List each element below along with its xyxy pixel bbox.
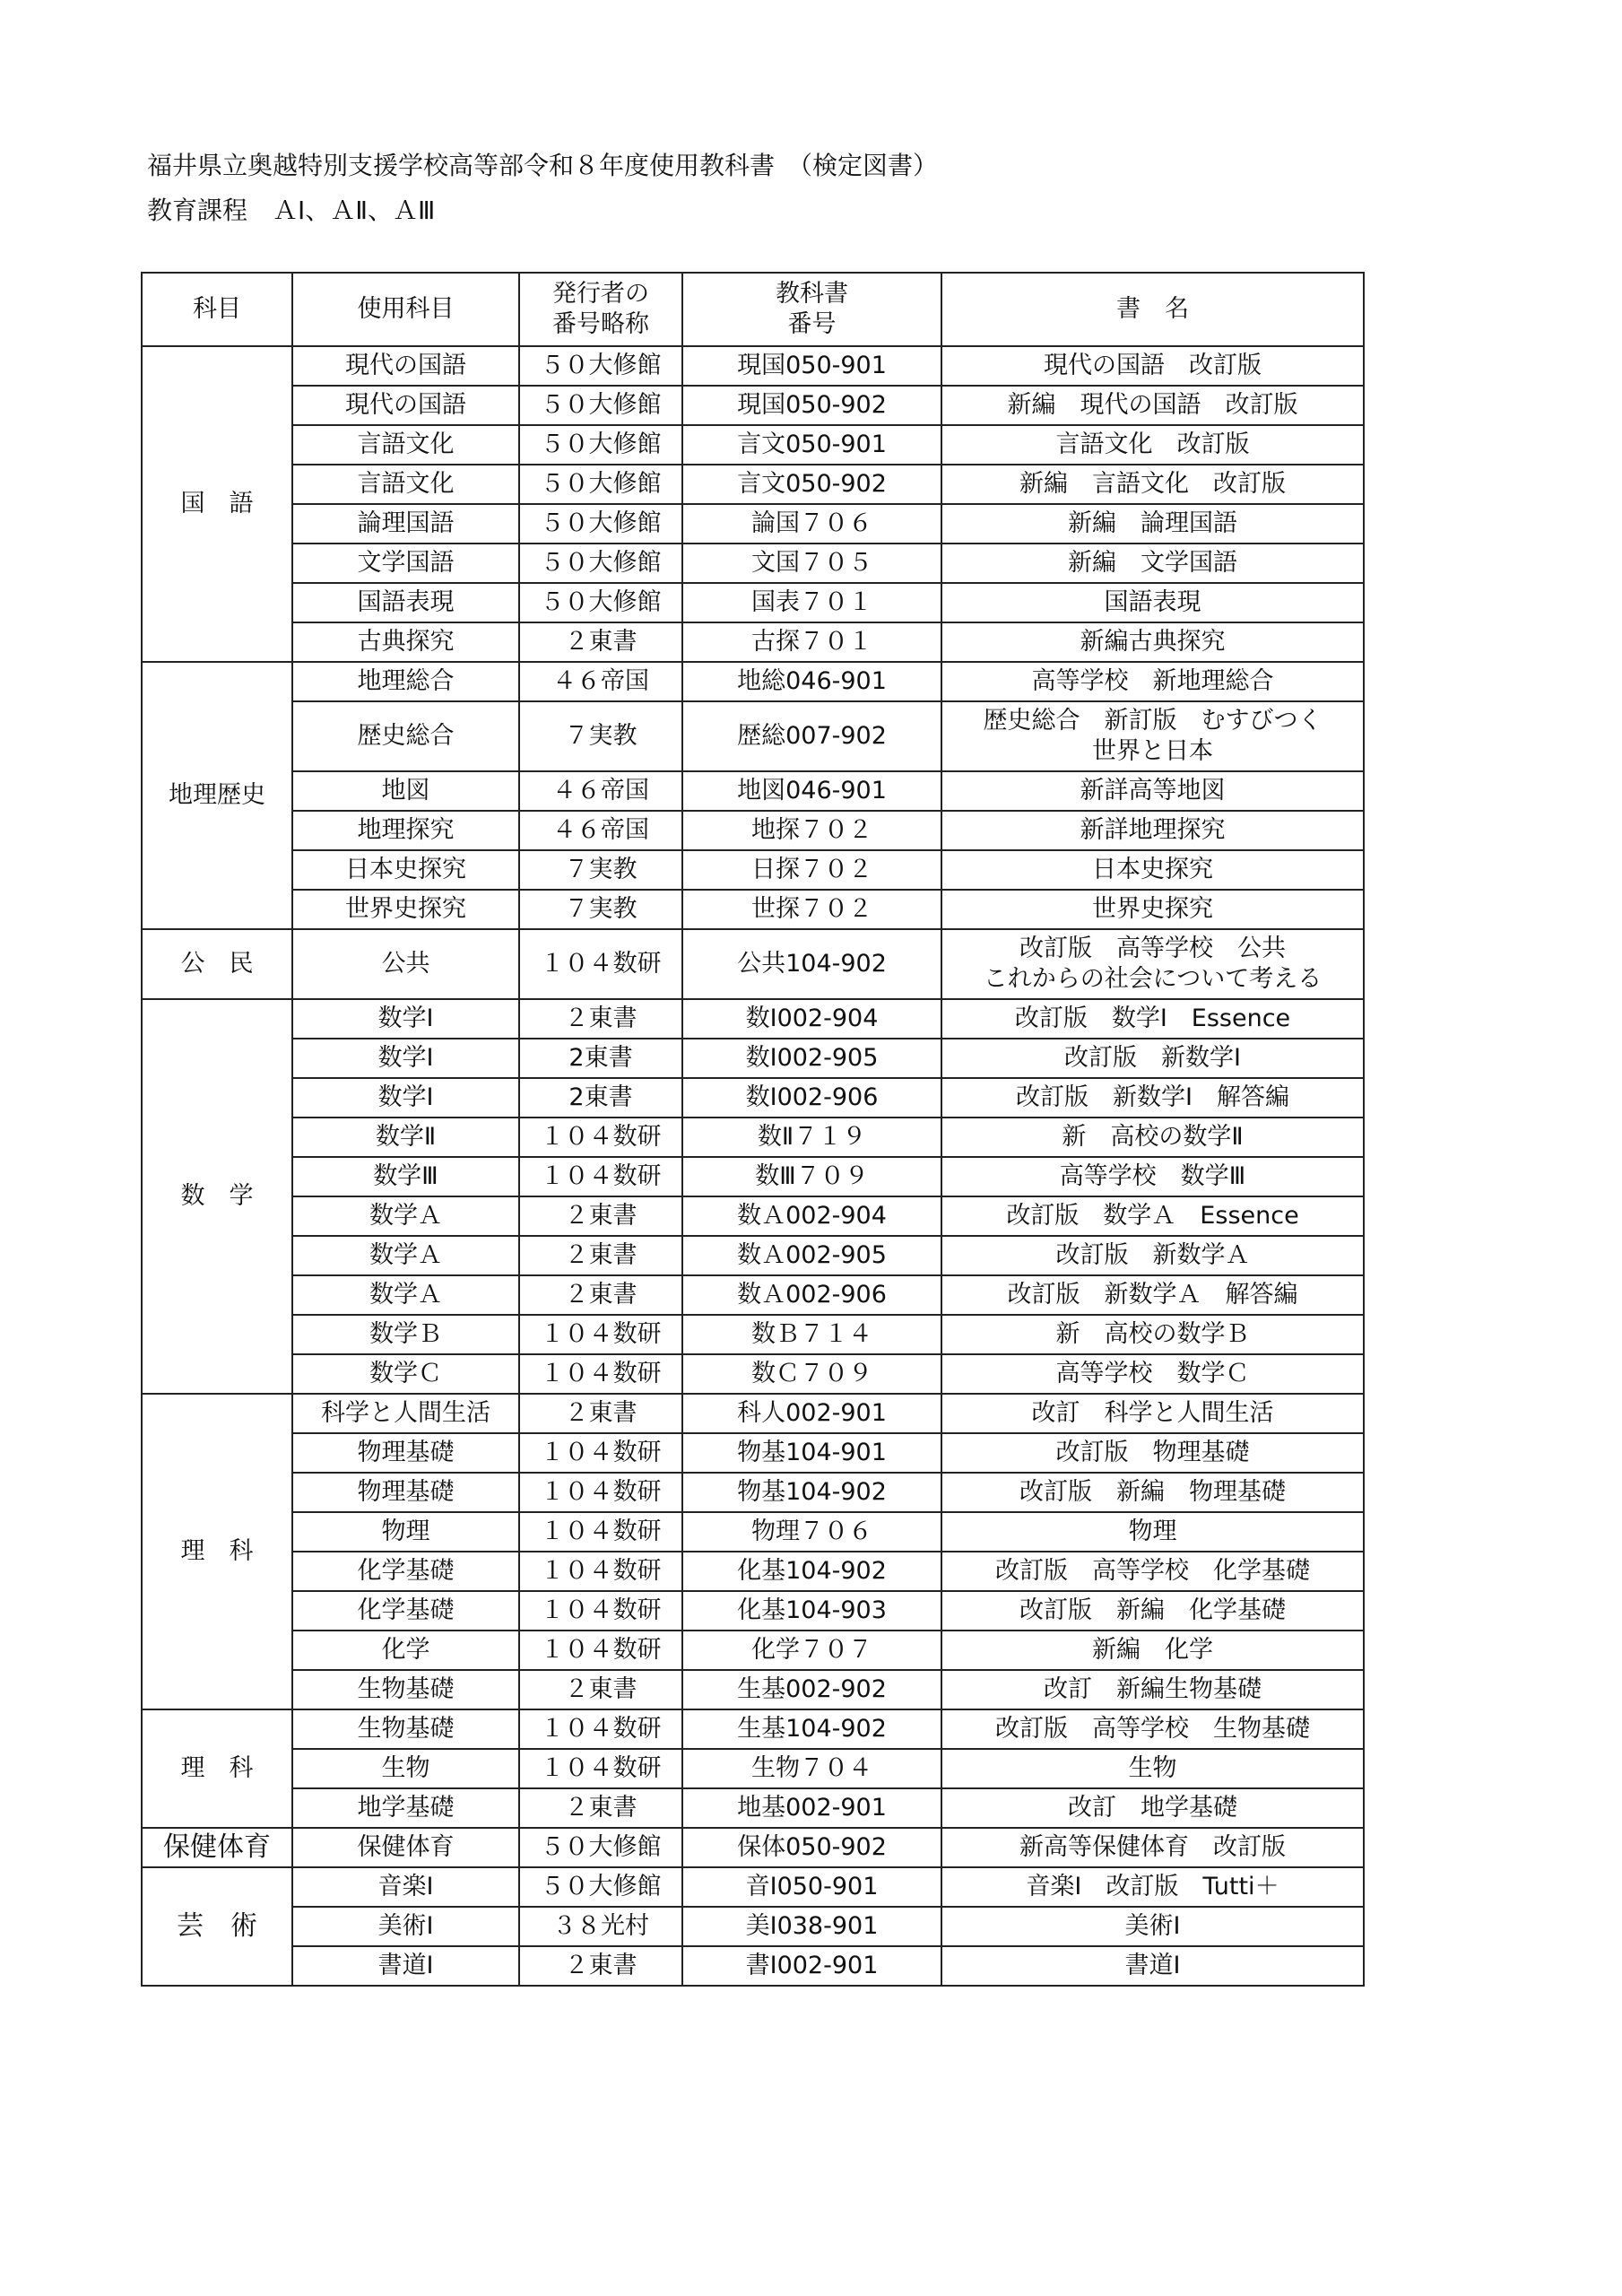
book-name-cell: 改訂版 数学Ⅰ Essence (941, 999, 1364, 1039)
course-cell: 数学Ⅱ (292, 1118, 519, 1157)
table-row (142, 425, 1364, 465)
course-cell: 化学 (292, 1631, 519, 1670)
book-number-cell: 地図046-901 (682, 771, 941, 811)
book-number-cell: 数Ⅲ７０９ (682, 1157, 941, 1196)
publisher-cell: ２東書 (519, 1946, 682, 1986)
book-number-cell: 物理７０６ (682, 1512, 941, 1552)
book-number-cell: 言文050-902 (682, 465, 941, 504)
book-name-cell: 物理 (941, 1512, 1364, 1552)
book-number-cell: 保体050-902 (682, 1828, 941, 1867)
subject-cell: 芸 術 (142, 1867, 292, 1986)
book-name-cell: 改訂 科学と人間生活 (941, 1394, 1364, 1433)
course-cell: 地学基礎 (292, 1788, 519, 1828)
book-name-cell: 新 高校の数学Ⅱ (941, 1118, 1364, 1157)
document-heading (147, 144, 938, 233)
course-cell: 地理総合 (292, 662, 519, 701)
publisher-cell: ２東書 (519, 622, 682, 662)
book-name-cell: 新編 現代の国語 改訂版 (941, 386, 1364, 425)
book-name-cell: 国語表現 (941, 583, 1364, 622)
subject-cell: 理 科 (142, 1709, 292, 1828)
publisher-cell: ２東書 (519, 999, 682, 1039)
book-number-cell: 書Ⅰ002-901 (682, 1946, 941, 1986)
table-row (142, 1631, 1364, 1670)
subject-cell: 公 民 (142, 929, 292, 999)
course-cell: 物理基礎 (292, 1473, 519, 1512)
publisher-cell: １０４数研 (519, 1315, 682, 1354)
book-name-cell: 改訂版 高等学校 生物基礎 (941, 1709, 1364, 1749)
table-row (142, 929, 1364, 999)
book-name-cell: 改訂 地学基礎 (941, 1788, 1364, 1828)
publisher-cell: ５０大修館 (519, 583, 682, 622)
book-number-cell: 化学７０７ (682, 1631, 941, 1670)
table-row (142, 1315, 1364, 1354)
table-row (142, 1749, 1364, 1788)
publisher-cell: 2東書 (519, 1078, 682, 1118)
book-number-cell: 数Ⅰ002-905 (682, 1039, 941, 1078)
publisher-cell: ２東書 (519, 1394, 682, 1433)
publisher-cell: ５０大修館 (519, 544, 682, 583)
course-cell: 化学基礎 (292, 1591, 519, 1631)
book-number-cell: 数Ⅱ７１９ (682, 1118, 941, 1157)
course-cell: 歴史総合 (292, 701, 519, 771)
course-cell: 数学Ａ (292, 1275, 519, 1315)
subject-cell: 数 学 (142, 999, 292, 1394)
table-row (142, 1907, 1364, 1946)
publisher-cell: １０４数研 (519, 1473, 682, 1512)
table-row (142, 1275, 1364, 1315)
course-cell: 地図 (292, 771, 519, 811)
book-name-cell: 生物 (941, 1749, 1364, 1788)
book-name-cell: 新高等保健体育 改訂版 (941, 1828, 1364, 1867)
book-name-cell: 美術Ⅰ (941, 1907, 1364, 1946)
course-cell: 論理国語 (292, 504, 519, 544)
course-cell: 言語文化 (292, 425, 519, 465)
publisher-cell: ２東書 (519, 1275, 682, 1315)
course-cell: 世界史探究 (292, 890, 519, 929)
table-row (142, 1236, 1364, 1275)
course-cell: 地理探究 (292, 811, 519, 850)
book-name-cell: 日本史探究 (941, 850, 1364, 890)
publisher-cell: ２東書 (519, 1788, 682, 1828)
publisher-cell: ４６帝国 (519, 811, 682, 850)
publisher-cell: ７実教 (519, 850, 682, 890)
subject-cell: 地理歴史 (142, 662, 292, 929)
course-cell: 古典探究 (292, 622, 519, 662)
course-cell: 物理基礎 (292, 1433, 519, 1473)
course-cell: 保健体育 (292, 1828, 519, 1867)
course-cell: 日本史探究 (292, 850, 519, 890)
book-name-cell: 新詳高等地図 (941, 771, 1364, 811)
course-cell: 公共 (292, 929, 519, 999)
course-cell: 数学Ｃ (292, 1354, 519, 1394)
course-cell: 数学Ⅰ (292, 1039, 519, 1078)
book-name-cell: 改訂版 新数学Ａ 解答編 (941, 1275, 1364, 1315)
publisher-cell: ４６帝国 (519, 771, 682, 811)
table-row (142, 771, 1364, 811)
book-name-cell: 改訂版 新数学Ａ (941, 1236, 1364, 1275)
book-number-cell: 地探７０２ (682, 811, 941, 850)
book-name-cell: 高等学校 新地理総合 (941, 662, 1364, 701)
course-cell: 現代の国語 (292, 346, 519, 386)
publisher-cell: ５０大修館 (519, 425, 682, 465)
table-row (142, 850, 1364, 890)
textbook-table (141, 272, 1365, 1987)
course-cell: 美術Ⅰ (292, 1907, 519, 1946)
book-number-cell: 物基104-902 (682, 1473, 941, 1512)
book-number-cell: 生基002-902 (682, 1670, 941, 1709)
table-row (142, 1078, 1364, 1118)
table-row (142, 1433, 1364, 1473)
book-name-cell: 新編 化学 (941, 1631, 1364, 1670)
book-name-cell: 高等学校 数学Ｃ (941, 1354, 1364, 1394)
table-row (142, 583, 1364, 622)
header-course: 使用科目 (292, 273, 519, 346)
publisher-cell: ５０大修館 (519, 465, 682, 504)
book-name-cell: 新編 言語文化 改訂版 (941, 465, 1364, 504)
book-number-cell: 歴総007-902 (682, 701, 941, 771)
table-row (142, 1354, 1364, 1394)
book-name-cell: 言語文化 改訂版 (941, 425, 1364, 465)
header-book-number: 教科書 番号 (682, 273, 941, 346)
course-cell: 生物 (292, 1749, 519, 1788)
book-name-cell: 音楽Ⅰ 改訂版 Tutti＋ (941, 1867, 1364, 1907)
book-number-cell: 数Ｃ７０９ (682, 1354, 941, 1394)
book-name-cell: 新編 文学国語 (941, 544, 1364, 583)
table-row (142, 622, 1364, 662)
document-title: 福井県立奥越特別支援学校高等部令和８年度使用教科書 （検定図書） (147, 151, 939, 180)
table-row (142, 1591, 1364, 1631)
book-number-cell: 地総046-901 (682, 662, 941, 701)
table-row (142, 346, 1364, 386)
publisher-cell: １０４数研 (519, 929, 682, 999)
book-name-cell: 改訂版 高等学校 化学基礎 (941, 1552, 1364, 1591)
book-number-cell: 国表７０１ (682, 583, 941, 622)
table-row (142, 1552, 1364, 1591)
book-name-cell: 新 高校の数学Ｂ (941, 1315, 1364, 1354)
table-row (142, 811, 1364, 850)
publisher-cell: ２東書 (519, 1236, 682, 1275)
course-cell: 科学と人間生活 (292, 1394, 519, 1433)
book-number-cell: 論国７０６ (682, 504, 941, 544)
book-number-cell: 日探７０２ (682, 850, 941, 890)
table-row (142, 544, 1364, 583)
curriculum-line: 教育課程 ＡⅠ、ＡⅡ、ＡⅢ (147, 196, 436, 225)
book-number-cell: 現国050-902 (682, 386, 941, 425)
book-name-cell: 改訂版 新編 化学基礎 (941, 1591, 1364, 1631)
subject-cell: 理 科 (142, 1394, 292, 1709)
table-row (142, 662, 1364, 701)
publisher-cell: １０４数研 (519, 1709, 682, 1749)
book-number-cell: 地基002-901 (682, 1788, 941, 1828)
header-subject: 科目 (142, 273, 292, 346)
book-number-cell: 世探７０２ (682, 890, 941, 929)
table-header-row (142, 273, 1364, 346)
book-number-cell: 公共104-902 (682, 929, 941, 999)
book-number-cell: 化基104-902 (682, 1552, 941, 1591)
course-cell: 国語表現 (292, 583, 519, 622)
book-number-cell: 現国050-901 (682, 346, 941, 386)
book-name-cell: 新編 論理国語 (941, 504, 1364, 544)
book-name-cell: 改訂版 新数学Ⅰ 解答編 (941, 1078, 1364, 1118)
book-name-cell: 改訂版 物理基礎 (941, 1433, 1364, 1473)
publisher-cell: ５０大修館 (519, 1828, 682, 1867)
publisher-cell: ３８光村 (519, 1907, 682, 1946)
publisher-cell: １０４数研 (519, 1631, 682, 1670)
book-name-cell: 改訂版 数学Ａ Essence (941, 1196, 1364, 1236)
table-row (142, 1946, 1364, 1986)
table-row (142, 504, 1364, 544)
publisher-cell: １０４数研 (519, 1512, 682, 1552)
table-row (142, 1157, 1364, 1196)
publisher-cell: １０４数研 (519, 1354, 682, 1394)
table-body (142, 346, 1364, 1986)
table-row (142, 1196, 1364, 1236)
publisher-cell: ７実教 (519, 890, 682, 929)
course-cell: 数学Ａ (292, 1236, 519, 1275)
book-name-cell: 書道Ⅰ (941, 1946, 1364, 1986)
publisher-cell: ２東書 (519, 1196, 682, 1236)
course-cell: 数学Ⅲ (292, 1157, 519, 1196)
book-number-cell: 数Ａ002-904 (682, 1196, 941, 1236)
book-name-cell: 高等学校 数学Ⅲ (941, 1157, 1364, 1196)
header-book-name: 書 名 (941, 273, 1364, 346)
book-number-cell: 化基104-903 (682, 1591, 941, 1631)
subject-cell: 国 語 (142, 346, 292, 662)
publisher-cell: ２東書 (519, 1670, 682, 1709)
course-cell: 生物基礎 (292, 1670, 519, 1709)
book-number-cell: 科人002-901 (682, 1394, 941, 1433)
course-cell: 数学Ｂ (292, 1315, 519, 1354)
table-row (142, 1039, 1364, 1078)
book-number-cell: 美Ⅰ038-901 (682, 1907, 941, 1946)
table-row (142, 1118, 1364, 1157)
table-row (142, 1709, 1364, 1749)
table-row (142, 1867, 1364, 1907)
publisher-cell: ５０大修館 (519, 346, 682, 386)
publisher-cell: １０４数研 (519, 1591, 682, 1631)
table-row (142, 1788, 1364, 1828)
book-name-cell: 改訂版 新数学Ⅰ (941, 1039, 1364, 1078)
book-name-cell: 歴史総合 新訂版 むすびつく 世界と日本 (941, 701, 1364, 771)
publisher-cell: ５０大修館 (519, 1867, 682, 1907)
book-number-cell: 数Ａ002-905 (682, 1236, 941, 1275)
book-name-cell: 新詳地理探究 (941, 811, 1364, 850)
table-row (142, 1394, 1364, 1433)
book-number-cell: 数Ⅰ002-904 (682, 999, 941, 1039)
table-row (142, 999, 1364, 1039)
course-cell: 化学基礎 (292, 1552, 519, 1591)
course-cell: 言語文化 (292, 465, 519, 504)
publisher-cell: ５０大修館 (519, 504, 682, 544)
publisher-cell: ５０大修館 (519, 386, 682, 425)
publisher-cell: ４６帝国 (519, 662, 682, 701)
table-row (142, 1473, 1364, 1512)
publisher-cell: 2東書 (519, 1039, 682, 1078)
book-number-cell: 文国７０５ (682, 544, 941, 583)
book-number-cell: 生物７０４ (682, 1749, 941, 1788)
book-number-cell: 言文050-901 (682, 425, 941, 465)
table-row (142, 1670, 1364, 1709)
course-cell: 書道Ⅰ (292, 1946, 519, 1986)
table-row (142, 1512, 1364, 1552)
publisher-cell: ７実教 (519, 701, 682, 771)
book-number-cell: 古探７０１ (682, 622, 941, 662)
subject-cell: 保健体育 (142, 1828, 292, 1867)
book-number-cell: 数Ｂ７１４ (682, 1315, 941, 1354)
table-row (142, 465, 1364, 504)
course-cell: 生物基礎 (292, 1709, 519, 1749)
table-row (142, 890, 1364, 929)
publisher-cell: １０４数研 (519, 1118, 682, 1157)
course-cell: 現代の国語 (292, 386, 519, 425)
publisher-cell: １０４数研 (519, 1433, 682, 1473)
course-cell: 数学Ⅰ (292, 999, 519, 1039)
book-name-cell: 改訂 新編生物基礎 (941, 1670, 1364, 1709)
course-cell: 音楽Ⅰ (292, 1867, 519, 1907)
book-number-cell: 生基104-902 (682, 1709, 941, 1749)
table-row (142, 1828, 1364, 1867)
book-name-cell: 改訂版 高等学校 公共 これからの社会について考える (941, 929, 1364, 999)
course-cell: 文学国語 (292, 544, 519, 583)
book-number-cell: 数Ⅰ002-906 (682, 1078, 941, 1118)
book-name-cell: 新編古典探究 (941, 622, 1364, 662)
publisher-cell: １０４数研 (519, 1552, 682, 1591)
course-cell: 数学Ａ (292, 1196, 519, 1236)
book-number-cell: 物基104-901 (682, 1433, 941, 1473)
header-publisher: 発行者の 番号略称 (519, 273, 682, 346)
book-name-cell: 世界史探究 (941, 890, 1364, 929)
table-row (142, 701, 1364, 771)
book-name-cell: 現代の国語 改訂版 (941, 346, 1364, 386)
course-cell: 物理 (292, 1512, 519, 1552)
course-cell: 数学Ⅰ (292, 1078, 519, 1118)
book-number-cell: 音Ⅰ050-901 (682, 1867, 941, 1907)
book-number-cell: 数Ａ002-906 (682, 1275, 941, 1315)
table-row (142, 386, 1364, 425)
book-name-cell: 改訂版 新編 物理基礎 (941, 1473, 1364, 1512)
publisher-cell: １０４数研 (519, 1749, 682, 1788)
publisher-cell: １０４数研 (519, 1157, 682, 1196)
